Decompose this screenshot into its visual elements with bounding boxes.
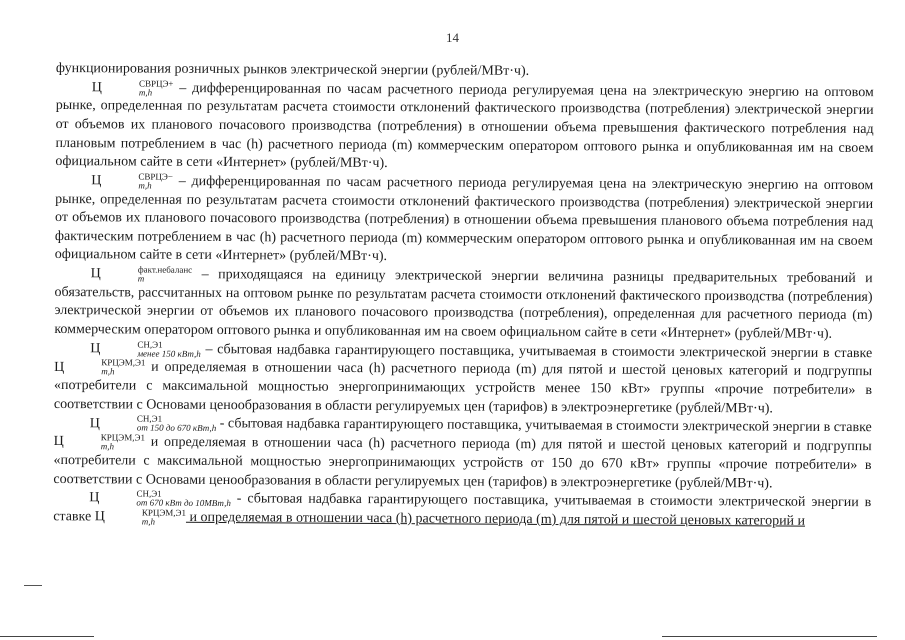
inner-formula-symbol: Ц КРЦЭМ,Э1 m,h [94, 507, 187, 527]
definition-text: – дифференцированная по часам расчетного периода регулируемая цена на электрическую энергию на оптовом рынке, определенная по результатам расчета стоимости отклонений фактического производства (потребления) электрической энергии от объемов их планового почасового производства (потребления) в отношении объема превышения фактического потребления над плановым потреблением в час (h) расчетного периода (m) коммерческим оператором оптового рынка и опубликованная им на своем официальном сайте в сети «Интернет» (рублей/МВт·ч). [55, 80, 874, 172]
inner-formula-symbol: Ц КРЦЭМ,Э1 m,h [54, 357, 146, 377]
definition-paragraph [55, 79, 874, 177]
formula-symbol: Ц СН,Э1 от 150 до 670 кВт,h [89, 413, 217, 434]
definition-text-b: и определяемая в отношении часа (h) расчетного периода (m) для пятой и шестой ценовых категорий и подгруппы «потребители с максимальной мощностью энергопринимающих устройств менее 150 кВт» группы «прочие потребители» в соответствии с Основами ценообразования в области регулируемых цен (тарифов) в электроэнергетике (рублей/МВт·ч). [53, 360, 873, 417]
definition-text-a: - сбытовая надбавка гарантирующего поставщика, учитываемая в стоимости электрической энергии в ставке [53, 491, 872, 525]
definition-paragraph [54, 265, 872, 345]
definition-text-a: – сбытовая надбавка гарантирующего поставщика, учитываемая в стоимости электрической энергии в ставке [200, 341, 873, 361]
definition-paragraph [54, 340, 872, 420]
definition-text: – приходящаяся на единицу электрической энергии величина разницы предварительных требований и обязательств, рассчитанных на оптовом рынке по результатам расчета стоимости отклонений фактического производства (потребления) электрической энергии от объемов их планового почасового производства (потребления), определенная для расчетного периода (m) коммерческим оператором оптового рынка и опубликованная им на своем официальном сайте в сети «Интернет» (рублей/МВт·ч). [54, 267, 873, 342]
definition-text-b: и определяемая в отношении часа (h) расчетного периода (m) для пятой и шестой ценовых категорий и [185, 510, 806, 529]
document-body [53, 60, 874, 532]
formula-symbol: Ц СВРЦЭ+ m,h [91, 78, 174, 98]
formula-symbol: Ц факт.небаланс m [90, 264, 193, 284]
margin-mark [24, 585, 42, 586]
definition-paragraph [53, 489, 871, 532]
definition-paragraph [53, 414, 871, 494]
definition-paragraph [55, 172, 874, 270]
footer-rule-left [0, 636, 94, 637]
formula-symbol: Ц СН,Э1 от 670 кВт до 10МВт,h [89, 488, 231, 509]
footer-rule-right [662, 636, 877, 637]
lead-line: функционирования розничных рынков электрической энергии (рублей/МВт·ч). [55, 60, 530, 79]
inner-formula-symbol: Ц КРЦЭМ,Э1 m,h [53, 432, 146, 452]
definition-text-a: - сбытовая надбавка гарантирующего поставщика, учитываемая в стоимости электрической энергии в ставке [216, 416, 872, 436]
definition-text: – дифференцированная по часам расчетного периода регулируемая цена на электрическую энергию на оптовом рынке, определенная по результатам расчета стоимости отклонений фактического производства (потребления) электрической энергии от объемов их планового почасового производства (потребления) в отношении объема превышения планового объема потребления над фактическим потреблением в час (h) расчетного периода (m) коммерческим оператором оптового рынка и опубликованная им на своем официальном сайте в сети «Интернет» (рублей/МВт·ч). [54, 173, 874, 265]
page-number: 14 [446, 30, 459, 45]
formula-symbol: Ц СН,Э1 менее 150 кВт,h [90, 339, 201, 359]
formula-symbol: Ц СВРЦЭ− m,h [91, 171, 173, 191]
definition-text-b: и определяемая в отношении часа (h) расчетного периода (m) для пятой и шестой ценовых категорий и подгруппы «потребители с максимальной мощностью энергопринимающих устройств от 150 до 670 кВт» группы «прочие потребители» в соответствии с Основами ценообразования в области регулируемых цен (тарифов) в электроэнергетике (рублей/МВт·ч). [53, 434, 872, 491]
